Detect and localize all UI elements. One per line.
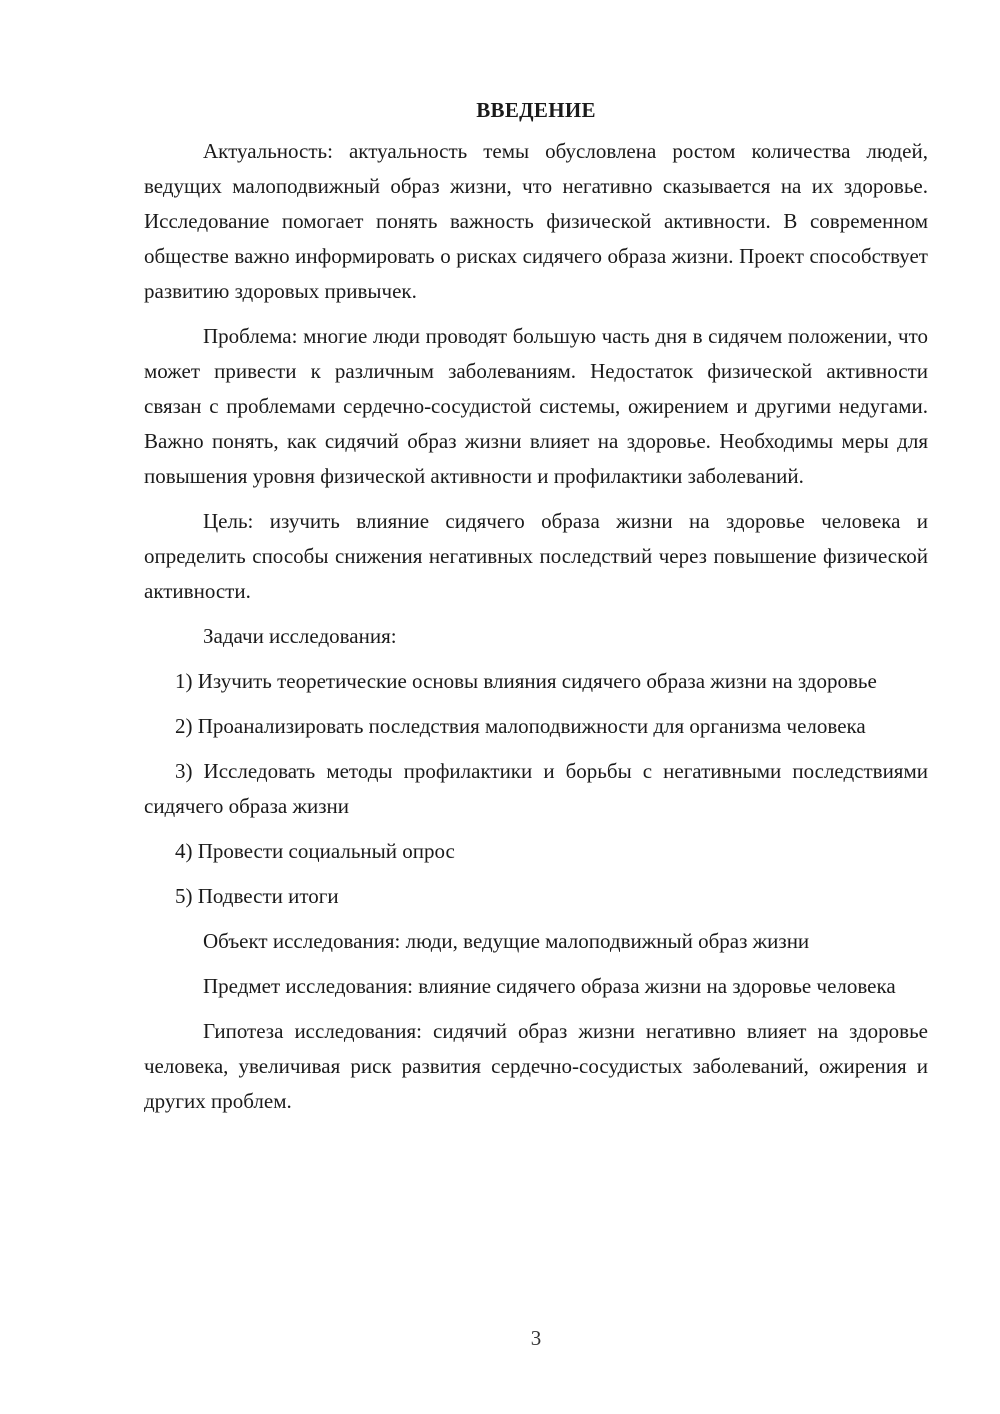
task-item-5: 5) Подвести итоги (175, 884, 339, 908)
section-title: ВВЕДЕНИЕ (476, 98, 596, 122)
goal-paragraph: Цель: изучить влияние сидячего образа жизни на здоровье человека и определить способы снижения негативных последствий через повышение физической активности. (144, 509, 928, 603)
page-number: 3 (530, 1326, 542, 1350)
task-item-3: 3) Исследовать методы профилактики и борьбы с негативными последствиями сидячего образа жизни (144, 759, 928, 818)
task-item-1: 1) Изучить теоретические основы влияния сидячего образа жизни на здоровье (175, 669, 877, 693)
task-item-2: 2) Проанализировать последствия малоподвижности для организма человека (175, 714, 866, 738)
research-hypothesis: Гипотеза исследования: сидячий образ жизни негативно влияет на здоровье человека, увеличивая риск развития сердечно-сосудистых заболеваний, ожирения и других проблем. (144, 1019, 928, 1113)
tasks-heading: Задачи исследования: (203, 624, 397, 648)
task-item-4: 4) Провести социальный опрос (175, 839, 455, 863)
relevance-paragraph: Актуальность: актуальность темы обусловлена ростом количества людей, ведущих малоподвижный образ жизни, что негативно сказывается на их здоровье. Исследование помогает понять важность физической активности. В современном обществе важно информировать о рисках сидячего образа жизни. Проект способствует развитию здоровых привычек. (144, 139, 928, 303)
problem-paragraph: Проблема: многие люди проводят большую часть дня в сидячем положении, что может привести к различным заболеваниям. Недостаток физической активности связан с проблемами сердечно-сосудистой системы, ожирением и другими недугами. Важно понять, как сидячий образ жизни влияет на здоровье. Необходимы меры для повышения уровня физической активности и профилактики заболеваний. (144, 324, 928, 488)
document-page (144, 96, 928, 1129)
research-subject: Предмет исследования: влияние сидячего образа жизни на здоровье человека (203, 974, 896, 998)
research-object: Объект исследования: люди, ведущие малоподвижный образ жизни (203, 929, 810, 953)
